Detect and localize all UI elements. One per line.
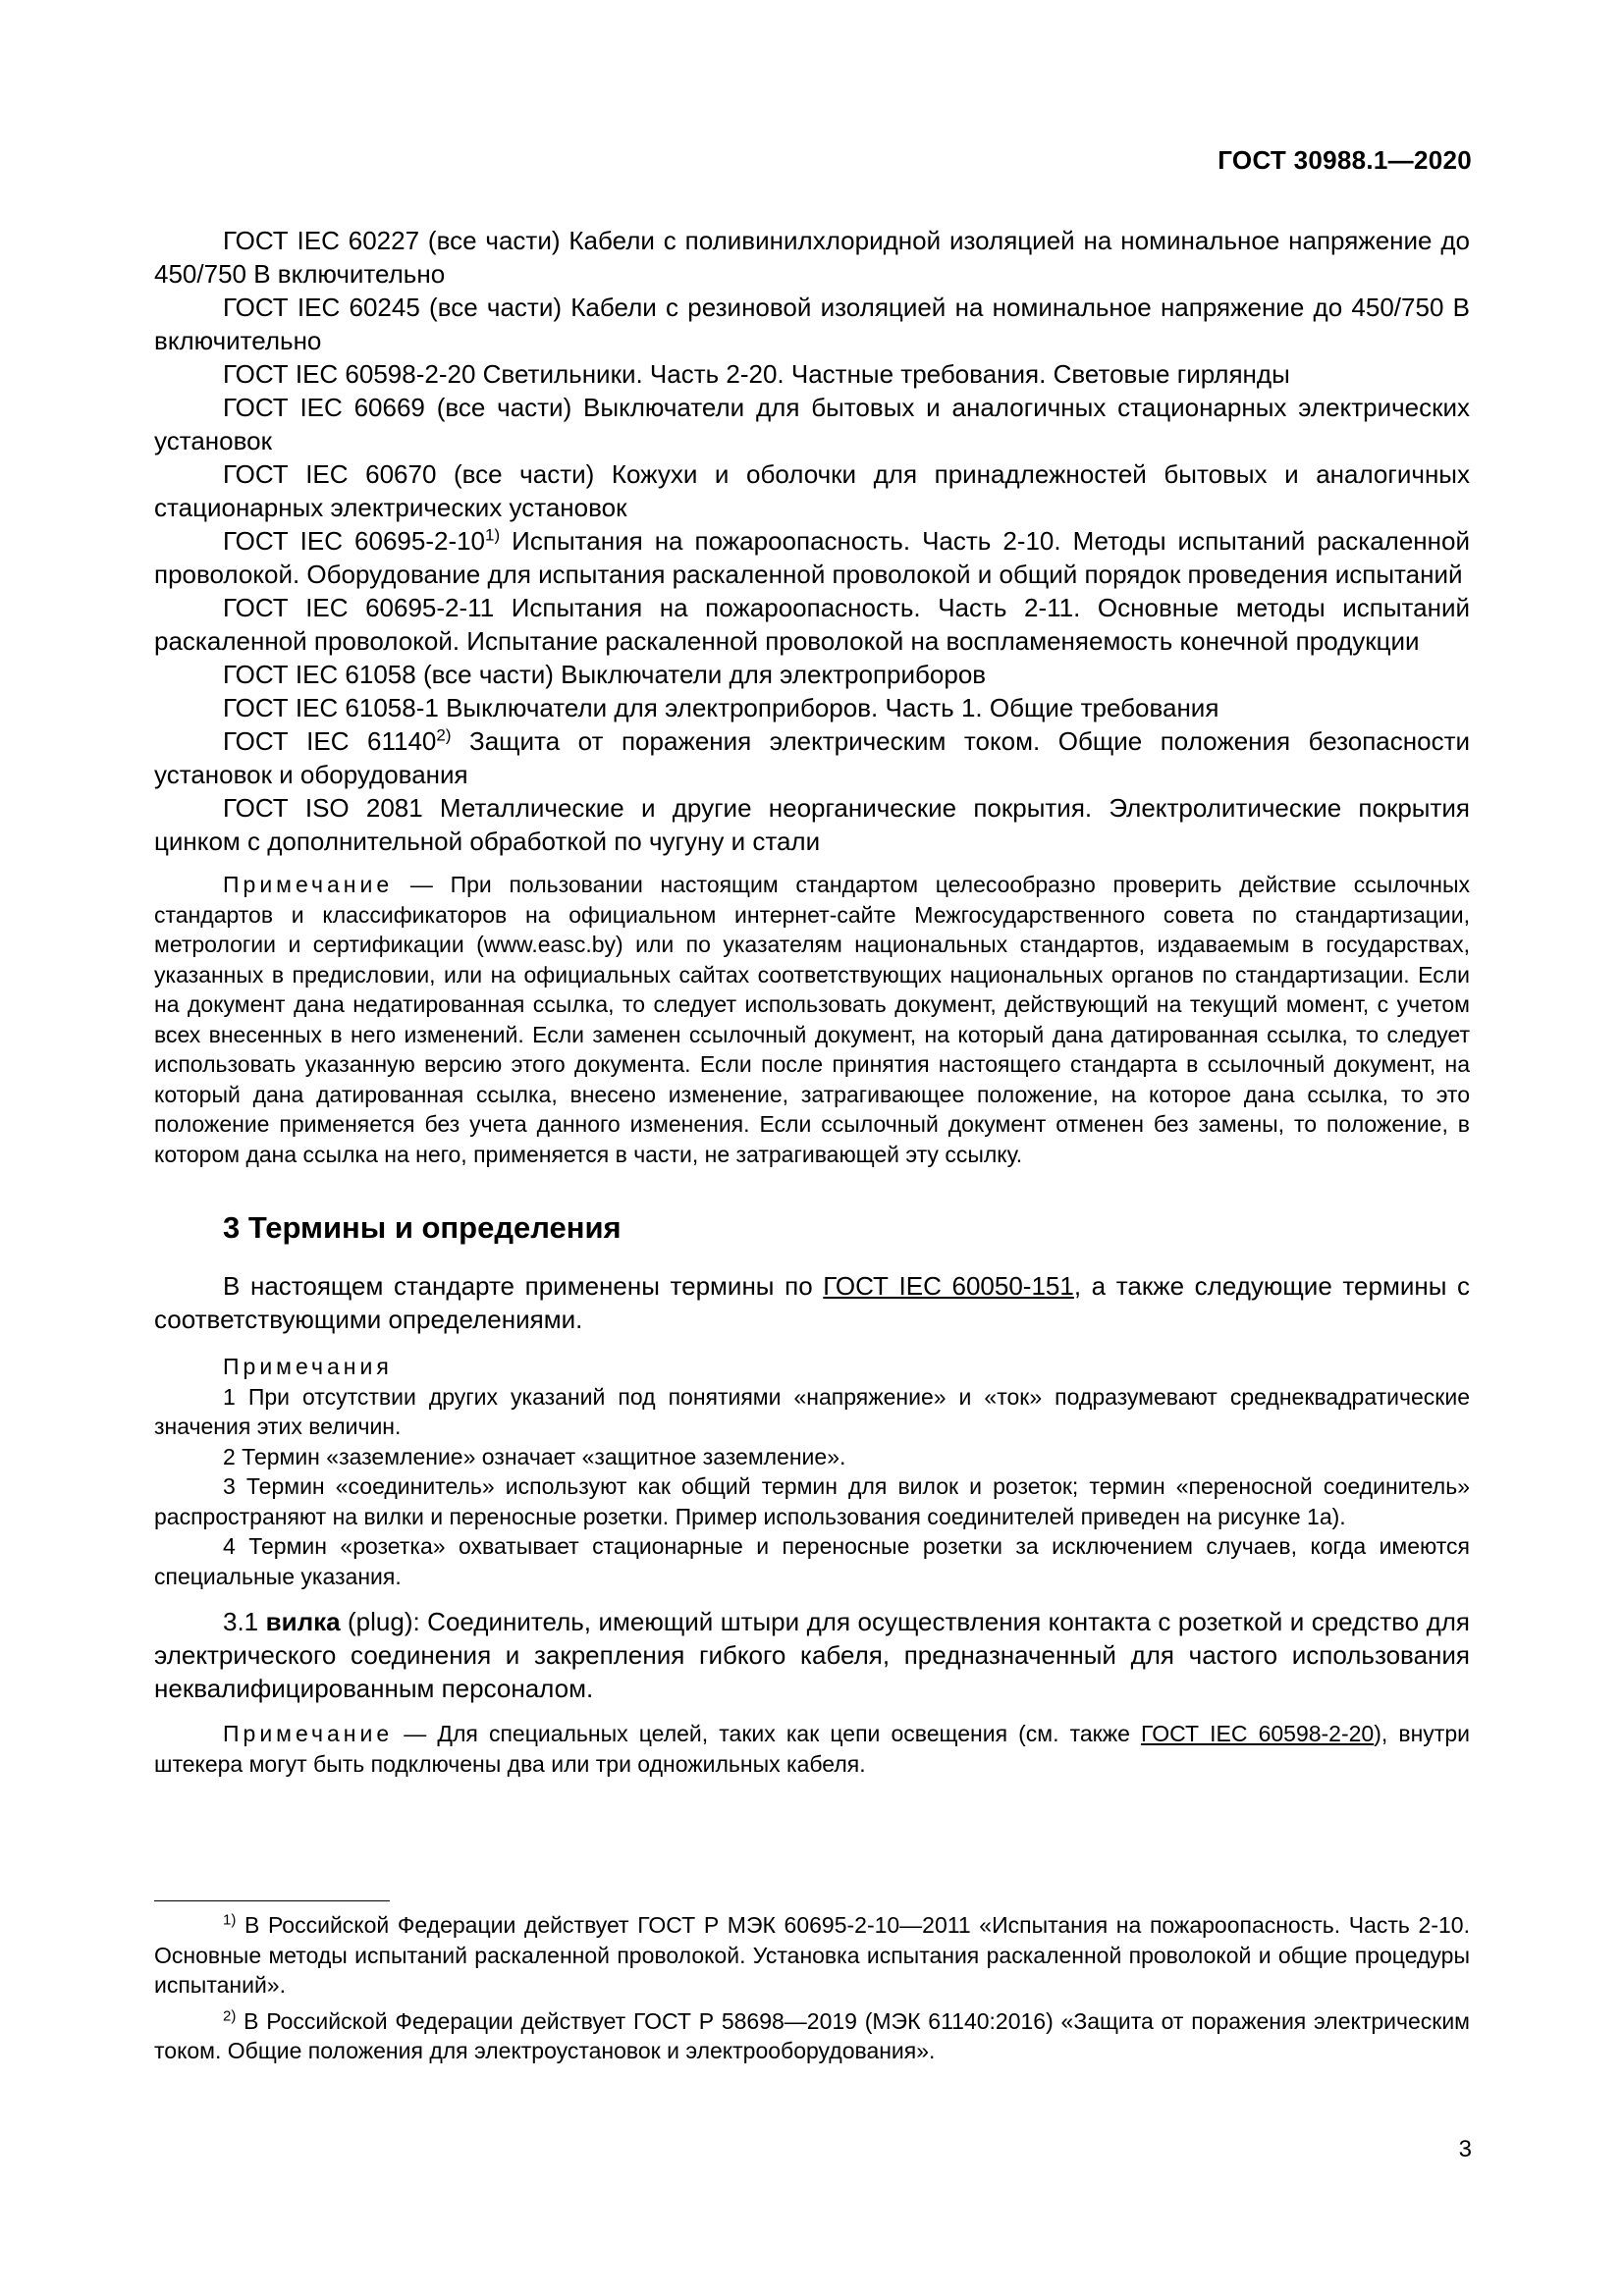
term-definition-text: (plug): Соединитель, имеющий штыри для осуществления контакта с розеткой и средство для электрического соединения и закрепления гибкого кабеля, предназначенный для частого использования неквалифицированным персоналом. bbox=[154, 1607, 1470, 1703]
document-id-header: ГОСТ 30988.1—2020 bbox=[1218, 145, 1472, 175]
note-item: 4 Термин «розетка» охватывает стационарные и переносные розетки за исключением случаев, когда имеются специальные указания. bbox=[154, 1533, 1470, 1589]
reference-item: ГОСТ IEC 60670 (все части) Кожухи и оболочки для принадлежностей бытовых и аналогичных стационарных электрических установок bbox=[154, 459, 1470, 522]
normative-references-list bbox=[154, 224, 1470, 858]
note-label: Примечание bbox=[223, 1721, 394, 1746]
reference-item: ГОСТ ISO 2081 Металлические и другие неорганические покрытия. Электролитические покрытия цинком с дополнительной обработкой по чугуну и стали bbox=[154, 793, 1470, 856]
term-number: 3.1 bbox=[223, 1607, 266, 1636]
term-word: вилка bbox=[265, 1607, 341, 1636]
note-dash: — bbox=[393, 1721, 438, 1746]
reference-item bbox=[154, 724, 1470, 791]
term-note bbox=[154, 1719, 1470, 1779]
reference-item: ГОСТ IEC 60669 (все части) Выключатели для бытовых и аналогичных стационарных электрических установок bbox=[154, 393, 1470, 455]
reference-link[interactable]: ГОСТ IEC 60598-2-20 bbox=[1141, 1721, 1375, 1746]
note-item: 2 Термин «заземление» означает «защитное заземление». bbox=[223, 1443, 846, 1469]
intro-text: В настоящем стандарте применены термины по bbox=[223, 1271, 824, 1301]
reference-item: ГОСТ IEC 60598-2-20 Светильники. Часть 2-20. Частные требования. Световые гирлянды bbox=[223, 359, 1290, 389]
reference-link[interactable]: ГОСТ IEC 60050-151 bbox=[823, 1271, 1074, 1301]
note-text-end: ), внутри штекера могут быть подключены два или три одножильных кабеля. bbox=[154, 1721, 1470, 1777]
reference-item: ГОСТ IEC 60227 (все части) Кабели с поливинилхлоридной изоляцией на номинальное напряжение до 450/750 В включительно bbox=[154, 226, 1470, 289]
footnotes bbox=[154, 1910, 1470, 2072]
reference-item: ГОСТ IEC 60695-2-11 Испытания на пожароопасность. Часть 2-11. Основные методы испытаний раскаленной проволокой. Испытание раскаленной проволокой на воспламеняемость конечной продукции bbox=[154, 593, 1470, 656]
term-definition bbox=[154, 1605, 1470, 1705]
footnote-text: В Российской Федерации действует ГОСТ Р 58698—2019 (МЭК 61140:2016) «Защита от поражения электрическим током. Общие положения для электроустановок и электрооборудования». bbox=[154, 2007, 1470, 2063]
footnote-text: В Российской Федерации действует ГОСТ Р МЭК 60695-2-10—2011 «Испытания на пожароопасность. Часть 2-10. Основные методы испытаний раскаленной проволокой. Установка испытания раскаленной проволокой и общие процедуры испытаний». bbox=[154, 1912, 1470, 1998]
footnote-marker[interactable]: 2) bbox=[436, 725, 452, 745]
note-label: Примечание bbox=[223, 872, 394, 897]
footnote-number: 2) bbox=[223, 2006, 237, 2024]
note-item: 3 Термин «соединитель» используют как общий термин для вилок и розеток; термин «переносной соединитель» распространяют на вилки и переносные розетки. Пример использования соединителей приведен на рисунке 1а). bbox=[154, 1473, 1470, 1529]
page-content bbox=[154, 224, 1470, 1779]
intro-text-end: , а также следующие термины с соответствующими определениями. bbox=[154, 1271, 1471, 1334]
footnote-divider bbox=[154, 1900, 390, 1901]
reference-item: ГОСТ IEC 60245 (все части) Кабели с резиновой изоляцией на номинальное напряжение до 450/750 В включительно bbox=[154, 293, 1470, 355]
page-number: 3 bbox=[1458, 2136, 1472, 2163]
note-text: При пользовании настоящим стандартом целесообразно проверить действие ссылочных стандартов и классификаторов на официальном интернет-сайте Межгосударственного совета по стандартизации, метрологии и сертификации (www.easc.by) или по указателям национальных стандартов, издаваемым в государствах, указанных в предисловии, или на официальных сайтах соответствующих национальных органов по стандартизации. Если на документ дана недатированная ссылка, то следует использовать документ, действующий на текущий момент, с учетом всех внесенных в него изменений. Если заменен ссылочный документ, на который дана датированная ссылка, то следует использовать указанную версию этого документа. Если после принятия настоящего стандарта в ссылочный документ, на который дана датированная ссылка, внесено изменение, затрагивающее положение, на которое дана ссылка, то это положение применяется без учета данного изменения. Если ссылочный документ отменен без замены, то положение, в котором дана ссылка на него, применяется в части, не затрагивающей эту ссылку. bbox=[154, 872, 1470, 1167]
note-item: 1 При отсутствии других указаний под понятиями «напряжение» и «ток» подразумевают среднеквадратические значения этих величин. bbox=[154, 1383, 1470, 1439]
reference-code: ГОСТ IEC 60695-2-10 bbox=[223, 526, 486, 556]
footnote-number: 1) bbox=[223, 1911, 237, 1929]
reference-code: ГОСТ IEC 61140 bbox=[223, 726, 437, 756]
section-intro bbox=[154, 1269, 1470, 1336]
reference-title: Испытания на пожароопасность. Часть 2-10. Методы испытаний раскаленной проволокой. Оборудование для испытания раскаленной проволокой и общий порядок проведения испытаний bbox=[154, 526, 1470, 589]
references-note bbox=[154, 870, 1470, 1169]
note-dash: — bbox=[393, 872, 451, 897]
section-heading: 3 Термины и определения bbox=[223, 1210, 622, 1245]
notes-label bbox=[154, 1352, 1470, 1382]
reference-item bbox=[154, 524, 1470, 591]
footnote-marker[interactable]: 1) bbox=[485, 525, 501, 545]
section-notes bbox=[154, 1352, 1470, 1591]
reference-item: ГОСТ IEC 61058 (все части) Выключатели для электроприборов bbox=[223, 660, 987, 689]
notes-label-text: Примечания bbox=[223, 1354, 393, 1379]
reference-title: Защита от поражения электрическим током. Общие положения безопасности установок и оборудования bbox=[154, 726, 1471, 789]
note-text: Для специальных целей, таких как цепи освещения (см. также bbox=[437, 1721, 1142, 1746]
reference-item: ГОСТ IEC 61058-1 Выключатели для электроприборов. Часть 1. Общие требования bbox=[223, 693, 1219, 722]
footnote-item bbox=[154, 1910, 1470, 2001]
footnote-item bbox=[154, 2006, 1470, 2066]
